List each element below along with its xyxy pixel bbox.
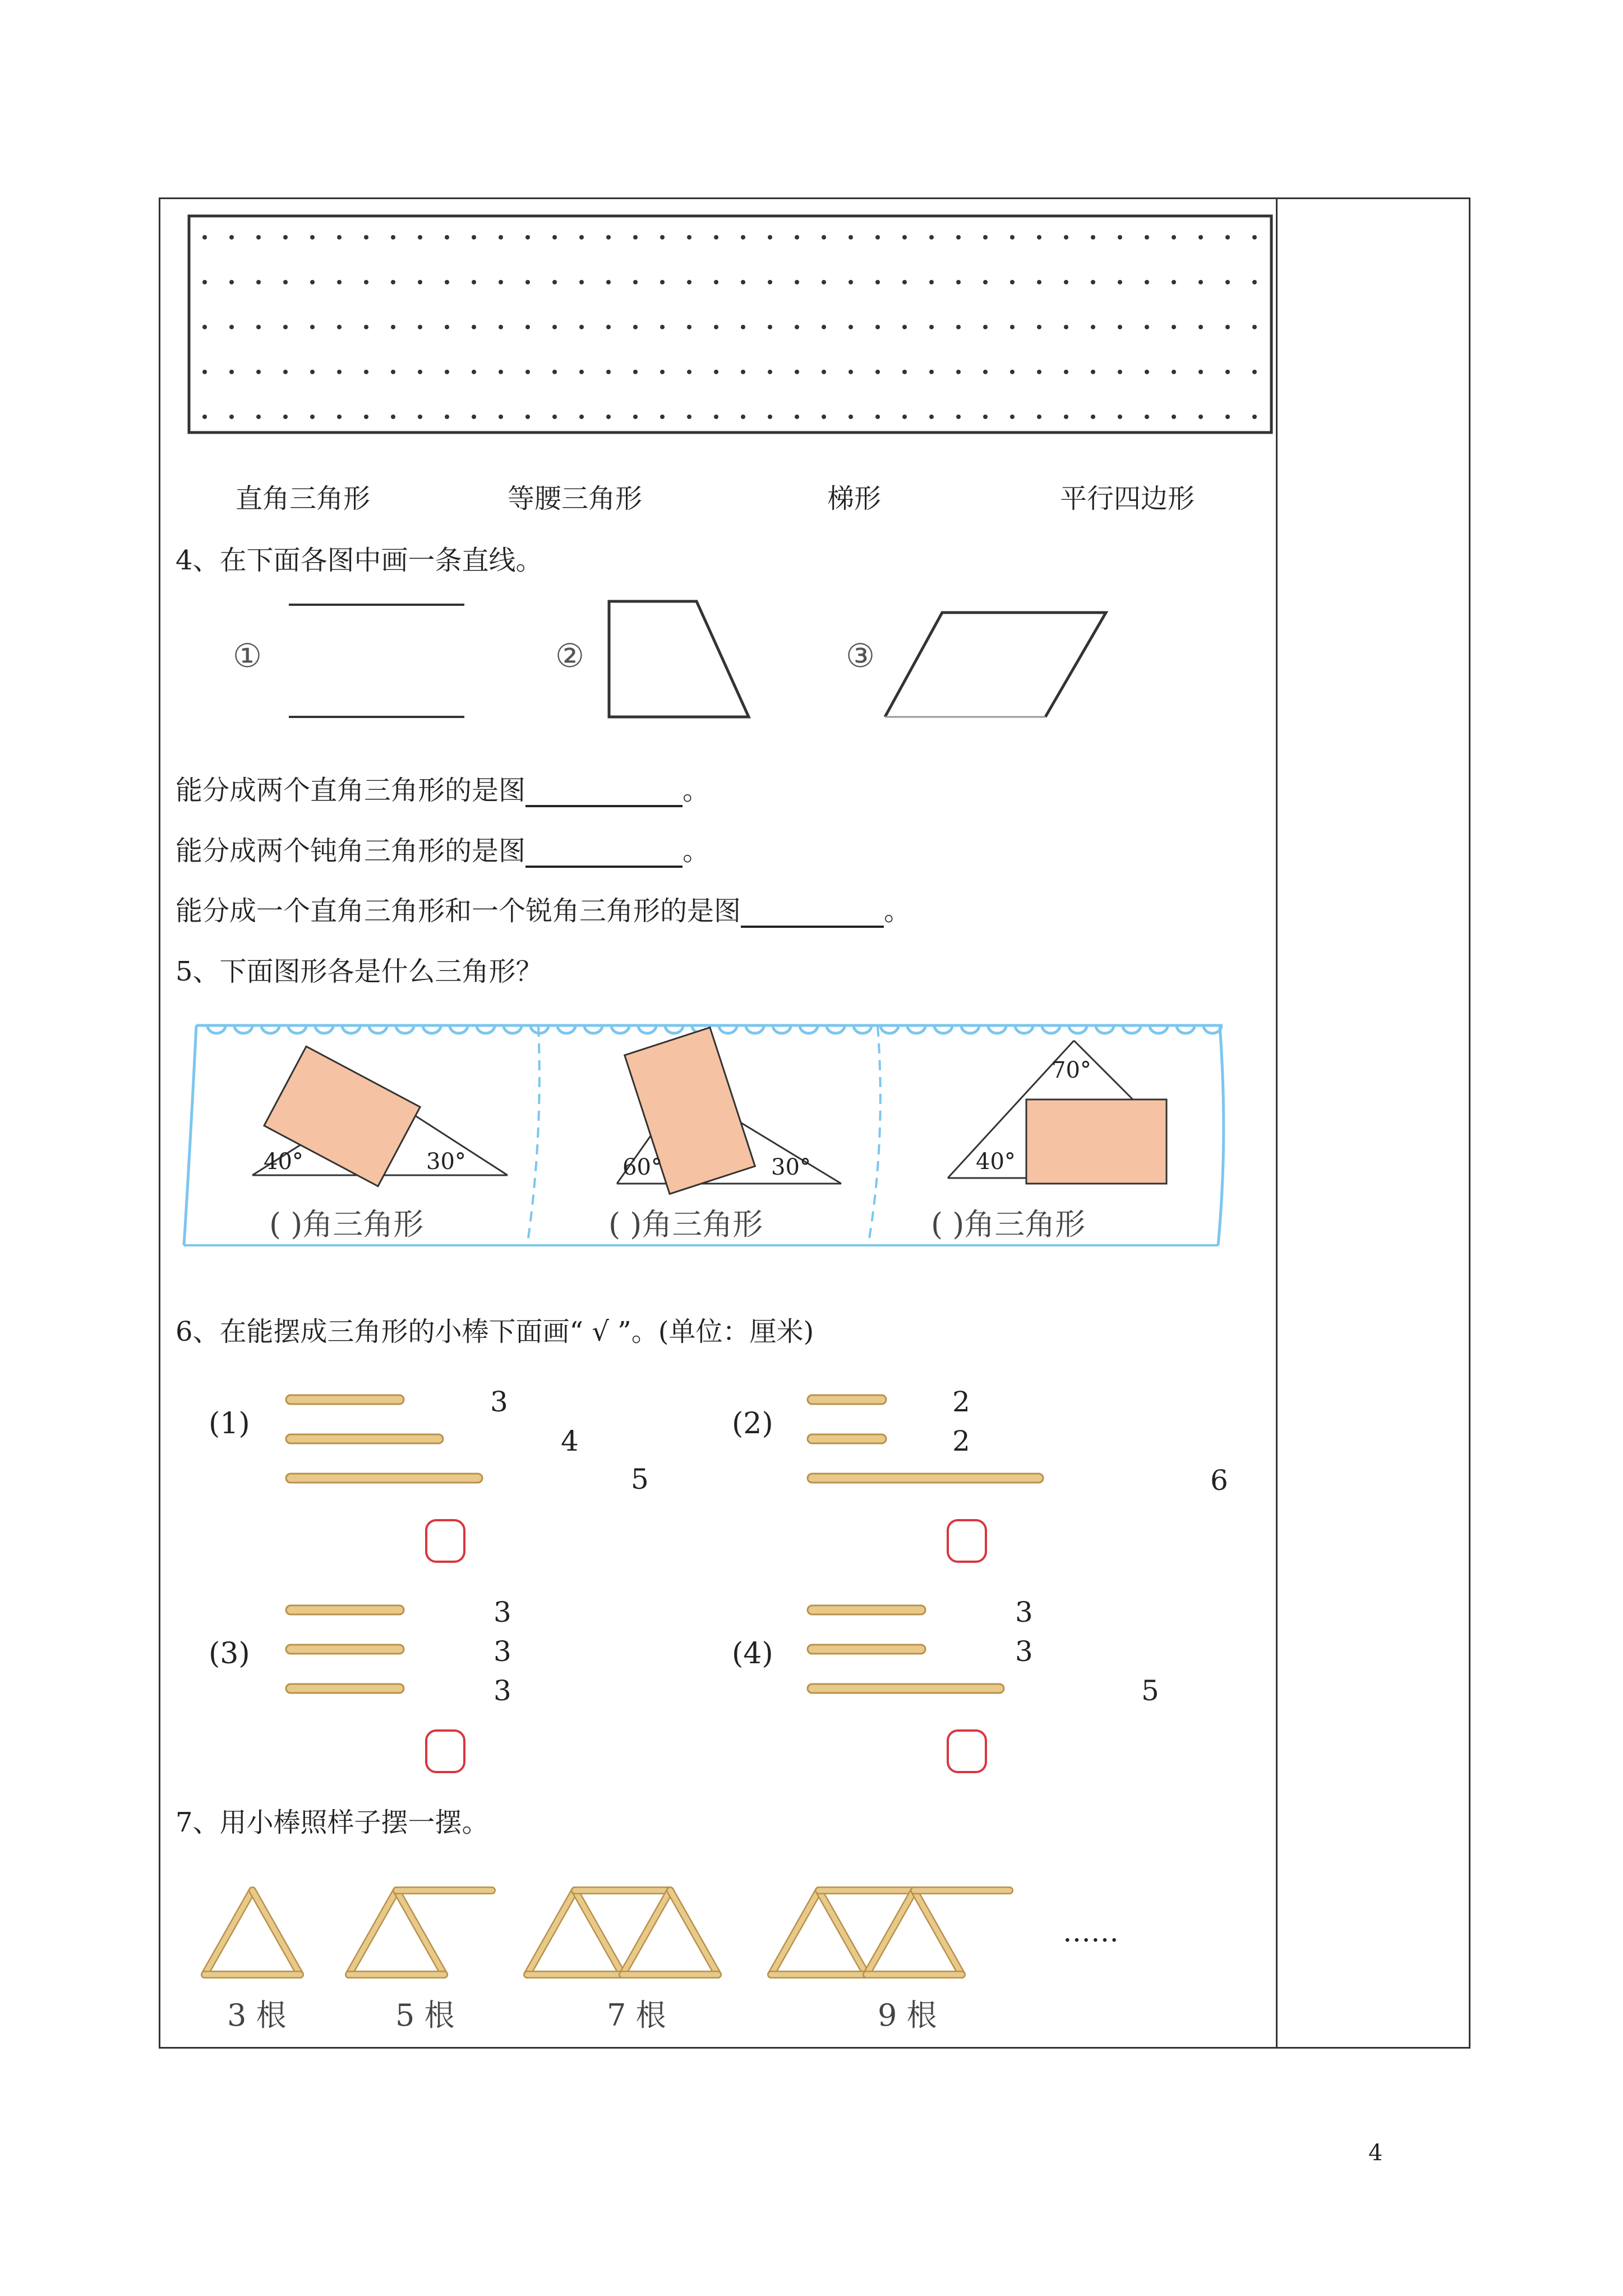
grid-dot bbox=[525, 325, 530, 329]
grid-dot bbox=[606, 325, 611, 329]
grid-dot bbox=[579, 235, 584, 240]
grid-dot bbox=[1172, 280, 1176, 284]
grid-dot bbox=[525, 280, 530, 284]
grid-dot bbox=[1064, 325, 1068, 329]
grid-dot bbox=[1091, 415, 1095, 419]
grid-dot bbox=[1172, 325, 1176, 329]
grid-dot bbox=[902, 370, 907, 374]
grid-dot bbox=[1118, 370, 1122, 374]
grid-dot bbox=[364, 235, 368, 240]
q6-sticks bbox=[191, 1363, 1256, 1756]
grid-dot bbox=[1198, 415, 1203, 419]
grid-dot bbox=[929, 235, 934, 240]
grid-dot bbox=[714, 235, 718, 240]
grid-dot bbox=[445, 370, 449, 374]
q4-fill-line-1: 能分成两个直角三角形的是图 。 bbox=[176, 775, 710, 806]
grid-dot bbox=[1252, 415, 1257, 419]
grid-dot bbox=[795, 280, 799, 284]
grid-dot bbox=[1225, 415, 1230, 419]
grid-dot bbox=[391, 370, 395, 374]
grid-dot bbox=[929, 415, 934, 419]
grid-dot bbox=[660, 280, 665, 284]
grid-dot bbox=[472, 325, 476, 329]
grid-dot bbox=[229, 280, 234, 284]
grid-dot bbox=[929, 325, 934, 329]
shape-label-parallelogram: 平行四边形 bbox=[1060, 483, 1195, 514]
grid-dot bbox=[1037, 235, 1041, 240]
shape-label-right-triangle: 直角三角形 bbox=[236, 483, 371, 514]
sticky-note-3 bbox=[1026, 1099, 1166, 1184]
grid-dot bbox=[606, 370, 611, 374]
grid-dot bbox=[202, 415, 207, 419]
grid-dot bbox=[1064, 370, 1068, 374]
q6-stick-1-2: 4 bbox=[561, 1425, 579, 1457]
answer-checkbox bbox=[426, 1520, 464, 1562]
grid-dot bbox=[256, 370, 261, 374]
grid-dot bbox=[1091, 325, 1095, 329]
grid-dot bbox=[849, 280, 853, 284]
stick bbox=[286, 1605, 404, 1614]
grid-dot bbox=[902, 280, 907, 284]
grid-dot bbox=[202, 370, 207, 374]
grid-dot bbox=[552, 235, 557, 240]
grid-dot bbox=[418, 235, 422, 240]
stick bbox=[808, 1684, 1004, 1693]
q6-stick-4-1: 3 bbox=[1015, 1596, 1033, 1628]
grid-dot bbox=[337, 280, 342, 284]
q6-stick-3-1: 3 bbox=[494, 1596, 511, 1628]
grid-dot bbox=[364, 415, 368, 419]
grid-dot bbox=[310, 415, 315, 419]
grid-dot bbox=[256, 325, 261, 329]
grid-dot bbox=[552, 280, 557, 284]
grid-dot bbox=[849, 415, 853, 419]
grid-dot bbox=[579, 280, 584, 284]
q5-angle-1a: 40° bbox=[264, 1149, 303, 1175]
grid-dot bbox=[1091, 235, 1095, 240]
grid-dot bbox=[956, 325, 961, 329]
grid-dot bbox=[875, 325, 880, 329]
grid-dot bbox=[1172, 235, 1176, 240]
q7-caption-2: 5 根 bbox=[395, 1998, 455, 2033]
trapezoid-figure bbox=[609, 601, 749, 717]
grid-dot bbox=[768, 325, 772, 329]
grid-dot bbox=[1225, 235, 1230, 240]
grid-dot bbox=[202, 235, 207, 240]
grid-dot bbox=[1118, 235, 1122, 240]
q5-angle-2a: 60° bbox=[623, 1154, 662, 1180]
q6-stick-2-2: 2 bbox=[952, 1425, 970, 1457]
grid-dot bbox=[1145, 325, 1149, 329]
grid-dot bbox=[956, 280, 961, 284]
q7-caption-1: 3 根 bbox=[227, 1998, 287, 2033]
q5-caption-2: ( )角三角形 bbox=[608, 1207, 763, 1242]
grid-dot bbox=[1145, 235, 1149, 240]
grid-dot bbox=[606, 280, 611, 284]
grid-dot bbox=[822, 415, 826, 419]
grid-dot bbox=[283, 235, 288, 240]
grid-dot bbox=[687, 415, 691, 419]
grid-dot bbox=[660, 325, 665, 329]
answer-checkbox bbox=[948, 1520, 986, 1562]
grid-dot bbox=[822, 235, 826, 240]
grid-dot bbox=[202, 325, 207, 329]
shape-label-isosceles-triangle: 等腰三角形 bbox=[508, 483, 643, 514]
stick bbox=[808, 1474, 1043, 1483]
grid-dot bbox=[579, 325, 584, 329]
stick bbox=[808, 1605, 925, 1614]
grid-dot bbox=[310, 370, 315, 374]
grid-dot bbox=[1198, 370, 1203, 374]
grid-dot bbox=[310, 235, 315, 240]
grid-dot bbox=[1145, 370, 1149, 374]
grid-dot bbox=[1064, 280, 1068, 284]
grid-dot bbox=[525, 415, 530, 419]
grid-dot bbox=[714, 325, 718, 329]
grid-dot bbox=[1064, 235, 1068, 240]
q6-stick-4-2: 3 bbox=[1015, 1635, 1033, 1668]
grid-dot bbox=[391, 235, 395, 240]
page-number: 4 bbox=[1368, 2140, 1383, 2166]
grid-dot bbox=[418, 370, 422, 374]
grid-dot bbox=[714, 370, 718, 374]
grid-dot bbox=[391, 280, 395, 284]
q7-caption-4: 9 根 bbox=[878, 1998, 937, 2033]
grid-dot bbox=[741, 280, 745, 284]
grid-dot bbox=[283, 280, 288, 284]
stick bbox=[286, 1474, 482, 1483]
q6-stick-2-3: 6 bbox=[1210, 1464, 1228, 1497]
q4-figure-label-3: ③ bbox=[846, 637, 875, 675]
grid-dot bbox=[364, 325, 368, 329]
q4-fill-line-3: 能分成一个直角三角形和一个锐角三角形的是图 。 bbox=[176, 895, 911, 927]
grid-dot bbox=[1118, 325, 1122, 329]
grid-dot bbox=[687, 235, 691, 240]
grid-dot bbox=[499, 415, 503, 419]
grid-dot bbox=[283, 415, 288, 419]
grid-dot bbox=[929, 280, 934, 284]
grid-dot bbox=[983, 415, 988, 419]
grid-dot bbox=[445, 415, 449, 419]
grid-dot bbox=[741, 415, 745, 419]
grid-dot bbox=[499, 325, 503, 329]
q6-stick-4-3: 5 bbox=[1141, 1674, 1159, 1707]
q5-angle-3b: 40° bbox=[976, 1149, 1016, 1175]
grid-dot bbox=[364, 280, 368, 284]
grid-dot bbox=[687, 280, 691, 284]
grid-dot bbox=[849, 325, 853, 329]
grid-dot bbox=[687, 370, 691, 374]
grid-dot bbox=[768, 370, 772, 374]
q5-title: 5、下面图形各是什么三角形？ bbox=[176, 956, 543, 987]
grid-dot bbox=[472, 370, 476, 374]
grid-dot bbox=[418, 415, 422, 419]
grid-dot bbox=[714, 280, 718, 284]
grid-dot bbox=[768, 280, 772, 284]
grid-dot bbox=[445, 280, 449, 284]
grid-dot bbox=[1145, 415, 1149, 419]
grid-dot bbox=[929, 370, 934, 374]
grid-dot bbox=[1252, 235, 1257, 240]
grid-dot bbox=[633, 280, 638, 284]
grid-dot bbox=[391, 415, 395, 419]
q6-stick-2-1: 2 bbox=[952, 1386, 970, 1418]
q4-fill-line-2: 能分成两个钝角三角形的是图 。 bbox=[176, 835, 710, 867]
grid-dot bbox=[525, 370, 530, 374]
grid-dot bbox=[983, 280, 988, 284]
grid-dot bbox=[741, 235, 745, 240]
grid-dot bbox=[283, 325, 288, 329]
q6-group-label-1: (1) bbox=[209, 1407, 250, 1441]
grid-dot bbox=[633, 415, 638, 419]
grid-dot bbox=[525, 235, 530, 240]
grid-dot bbox=[1198, 280, 1203, 284]
q4-figure-label-1: ① bbox=[233, 637, 262, 675]
grid-dot bbox=[1010, 370, 1015, 374]
grid-dot bbox=[633, 235, 638, 240]
q7-stick-triangles bbox=[202, 1879, 1099, 1991]
grid-dot bbox=[633, 370, 638, 374]
grid-dot bbox=[229, 235, 234, 240]
grid-dot bbox=[902, 325, 907, 329]
grid-dot bbox=[472, 280, 476, 284]
grid-dot bbox=[1252, 370, 1257, 374]
grid-dot bbox=[1252, 280, 1257, 284]
grid-dot bbox=[552, 325, 557, 329]
grid-dot bbox=[875, 415, 880, 419]
grid-dot bbox=[337, 370, 342, 374]
grid-dot bbox=[337, 235, 342, 240]
stick bbox=[286, 1434, 443, 1443]
grid-dot bbox=[499, 280, 503, 284]
q5-angle-2b: 30° bbox=[771, 1154, 811, 1180]
grid-dot bbox=[1145, 280, 1149, 284]
grid-dot bbox=[822, 370, 826, 374]
grid-dot bbox=[768, 235, 772, 240]
grid-dot bbox=[875, 370, 880, 374]
grid-dot bbox=[337, 325, 342, 329]
grid-dot bbox=[337, 415, 342, 419]
grid-dot bbox=[202, 280, 207, 284]
q5-caption-3: ( )角三角形 bbox=[931, 1207, 1086, 1242]
q6-title: 6、在能摆成三角形的小棒下面画“ √ ”。(单位：厘米) bbox=[176, 1316, 814, 1347]
grid-dot bbox=[606, 235, 611, 240]
grid-dot bbox=[229, 415, 234, 419]
grid-dot bbox=[660, 415, 665, 419]
grid-dot bbox=[983, 325, 988, 329]
q7-ellipsis: …… bbox=[1063, 1916, 1119, 1948]
grid-dot bbox=[310, 280, 315, 284]
q7-title: 7、用小棒照样子摆一摆。 bbox=[176, 1807, 489, 1838]
grid-dot bbox=[579, 370, 584, 374]
q6-stick-1-1: 3 bbox=[490, 1386, 508, 1418]
answer-blank-1[interactable] bbox=[525, 781, 683, 807]
grid-dot bbox=[741, 325, 745, 329]
grid-dot bbox=[256, 280, 261, 284]
grid-dot bbox=[472, 235, 476, 240]
grid-dot bbox=[1091, 370, 1095, 374]
grid-dot bbox=[822, 280, 826, 284]
grid-dot bbox=[1010, 280, 1015, 284]
grid-dot bbox=[445, 235, 449, 240]
grid-dot bbox=[795, 235, 799, 240]
grid-dot bbox=[660, 370, 665, 374]
grid-dot bbox=[714, 415, 718, 419]
grid-dot bbox=[391, 325, 395, 329]
grid-dot bbox=[229, 325, 234, 329]
grid-dot bbox=[1225, 280, 1230, 284]
stick bbox=[808, 1395, 886, 1404]
grid-dot bbox=[256, 415, 261, 419]
stick bbox=[808, 1434, 886, 1443]
grid-dot bbox=[1198, 325, 1203, 329]
grid-dot bbox=[795, 370, 799, 374]
grid-dot bbox=[1037, 325, 1041, 329]
dot-grid bbox=[188, 215, 1276, 439]
grid-dot bbox=[499, 370, 503, 374]
grid-dot bbox=[310, 325, 315, 329]
grid-dot bbox=[1010, 415, 1015, 419]
grid-dot bbox=[1198, 235, 1203, 240]
grid-dot bbox=[1118, 280, 1122, 284]
grid-dot bbox=[956, 415, 961, 419]
grid-dot bbox=[1225, 370, 1230, 374]
grid-dot bbox=[229, 370, 234, 374]
shape-label-trapezoid: 梯形 bbox=[827, 483, 882, 514]
q6-stick-3-2: 3 bbox=[494, 1635, 511, 1668]
q6-group-label-4: (4) bbox=[732, 1637, 773, 1671]
q6-stick-1-3: 5 bbox=[631, 1463, 649, 1496]
grid-dot bbox=[849, 370, 853, 374]
grid-dot bbox=[956, 235, 961, 240]
grid-dot bbox=[1064, 415, 1068, 419]
grid-dot bbox=[875, 280, 880, 284]
stick bbox=[286, 1395, 404, 1404]
margin-column-divider bbox=[1276, 197, 1278, 2049]
stick bbox=[286, 1645, 404, 1654]
q6-group-label-2: (2) bbox=[732, 1407, 773, 1441]
grid-dot bbox=[633, 325, 638, 329]
answer-blank-3[interactable] bbox=[741, 902, 884, 928]
stick bbox=[808, 1645, 925, 1654]
grid-dot bbox=[795, 325, 799, 329]
grid-dot bbox=[472, 415, 476, 419]
grid-dot bbox=[983, 235, 988, 240]
grid-dot bbox=[606, 415, 611, 419]
grid-dot bbox=[1118, 415, 1122, 419]
q4-figures bbox=[213, 595, 1166, 740]
grid-dot bbox=[1225, 325, 1230, 329]
grid-dot bbox=[364, 370, 368, 374]
grid-dot bbox=[283, 370, 288, 374]
grid-dot bbox=[256, 235, 261, 240]
answer-blank-2[interactable] bbox=[525, 842, 683, 868]
grid-dot bbox=[1172, 370, 1176, 374]
q7-caption-3: 7 根 bbox=[607, 1998, 666, 2033]
grid-dot bbox=[902, 415, 907, 419]
grid-dot bbox=[1037, 370, 1041, 374]
grid-dot bbox=[552, 370, 557, 374]
grid-dot bbox=[1010, 325, 1015, 329]
grid-dot bbox=[768, 415, 772, 419]
q5-caption-1: ( )角三角形 bbox=[269, 1207, 424, 1242]
q5-angle-3a: 70° bbox=[1052, 1057, 1091, 1083]
grid-dot bbox=[1091, 280, 1095, 284]
grid-dot bbox=[1252, 325, 1257, 329]
grid-dot bbox=[795, 415, 799, 419]
grid-dot bbox=[499, 235, 503, 240]
grid-dot bbox=[445, 325, 449, 329]
grid-dot bbox=[687, 325, 691, 329]
grid-dot bbox=[956, 370, 961, 374]
grid-dot bbox=[552, 415, 557, 419]
grid-dot bbox=[741, 370, 745, 374]
grid-dot bbox=[902, 235, 907, 240]
grid-dot bbox=[1037, 280, 1041, 284]
grid-dot bbox=[983, 370, 988, 374]
grid-dot bbox=[1037, 415, 1041, 419]
grid-dot bbox=[579, 415, 584, 419]
grid-dot bbox=[1010, 235, 1015, 240]
stick bbox=[286, 1684, 404, 1693]
grid-dot bbox=[660, 235, 665, 240]
q4-title: 4、在下面各图中画一条直线。 bbox=[176, 545, 543, 576]
grid-dot bbox=[418, 325, 422, 329]
grid-dot bbox=[1172, 415, 1176, 419]
q5-angle-1b: 30° bbox=[426, 1149, 466, 1175]
q4-figure-label-2: ② bbox=[555, 637, 584, 675]
grid-dot bbox=[849, 235, 853, 240]
parallelogram-figure bbox=[885, 613, 1106, 717]
grid-dot bbox=[822, 325, 826, 329]
q6-group-label-3: (3) bbox=[209, 1637, 250, 1671]
grid-dot bbox=[875, 235, 880, 240]
q6-stick-3-3: 3 bbox=[494, 1674, 511, 1707]
grid-dot bbox=[418, 280, 422, 284]
